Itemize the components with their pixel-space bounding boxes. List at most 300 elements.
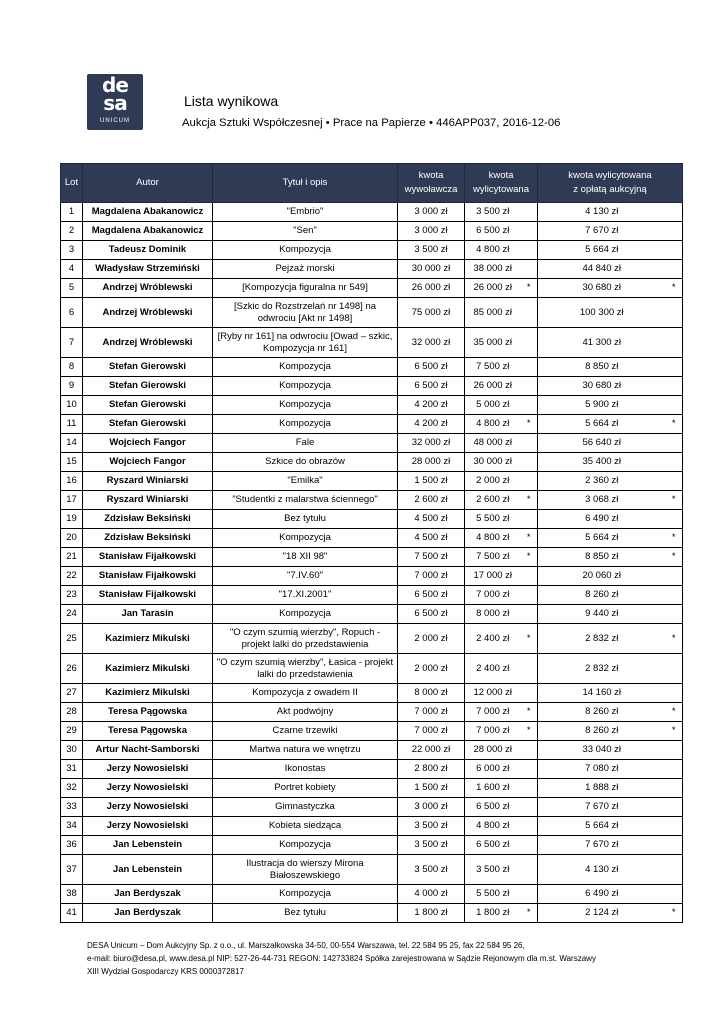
cell-sold-price: 8 000 zł	[465, 605, 521, 624]
cell-fee-price: 20 060 zł	[538, 567, 666, 586]
cell-title: Ilustracja do wierszy Mirona Białoszewskiego	[213, 855, 398, 885]
header-fee-price	[538, 164, 683, 203]
cell-fee-price: 5 900 zł	[538, 396, 666, 415]
cell-fee-marker	[666, 760, 683, 779]
table-row	[61, 904, 683, 923]
cell-author: Magdalena Abakanowicz	[83, 203, 213, 222]
cell-sold-price: 5 500 zł	[465, 885, 521, 904]
cell-title: Czarne trzewiki	[213, 722, 398, 741]
cell-sold-marker	[521, 741, 538, 760]
cell-author: Andrzej Wróblewski	[83, 298, 213, 328]
cell-author: Stefan Gierowski	[83, 396, 213, 415]
cell-sold-marker	[521, 453, 538, 472]
cell-sold-marker: *	[521, 279, 538, 298]
table-row	[61, 836, 683, 855]
page-title: Lista wynikowa	[184, 93, 279, 109]
cell-fee-price: 2 832 zł	[538, 624, 666, 654]
cell-sold-marker	[521, 260, 538, 279]
cell-fee-marker	[666, 567, 683, 586]
cell-sold-marker	[521, 605, 538, 624]
cell-fee-marker	[666, 586, 683, 605]
cell-lot: 26	[61, 654, 83, 684]
cell-fee-marker	[666, 298, 683, 328]
cell-fee-marker	[666, 855, 683, 885]
header-start-price	[398, 164, 465, 203]
cell-sold-price: 48 000 zł	[465, 434, 521, 453]
cell-start-price: 1 500 zł	[398, 472, 465, 491]
cell-fee-marker	[666, 377, 683, 396]
cell-sold-marker	[521, 328, 538, 358]
cell-sold-price: 7 500 zł	[465, 548, 521, 567]
cell-sold-marker	[521, 222, 538, 241]
cell-title: Szkice do obrazów	[213, 453, 398, 472]
results-table	[60, 163, 683, 923]
cell-author: Jan Tarasin	[83, 605, 213, 624]
cell-lot: 10	[61, 396, 83, 415]
table-row	[61, 453, 683, 472]
cell-sold-marker	[521, 779, 538, 798]
cell-lot: 28	[61, 703, 83, 722]
cell-sold-price: 12 000 zł	[465, 684, 521, 703]
cell-fee-marker: *	[666, 529, 683, 548]
cell-author: Wojciech Fangor	[83, 453, 213, 472]
cell-lot: 30	[61, 741, 83, 760]
cell-fee-price: 9 440 zł	[538, 605, 666, 624]
cell-fee-marker: *	[666, 703, 683, 722]
cell-author: Stefan Gierowski	[83, 415, 213, 434]
page-subtitle: Aukcja Sztuki Współczesnej • Prace na Papierze • 446APP037, 2016-12-06	[182, 117, 561, 129]
cell-title: Kompozycja	[213, 377, 398, 396]
cell-lot: 5	[61, 279, 83, 298]
cell-lot: 37	[61, 855, 83, 885]
header-start-l2: wywoławcza	[404, 184, 458, 195]
cell-author: Stanisław Fijałkowski	[83, 548, 213, 567]
cell-title: Kompozycja	[213, 358, 398, 377]
table-row	[61, 328, 683, 358]
cell-author: Ryszard Winiarski	[83, 472, 213, 491]
cell-lot: 2	[61, 222, 83, 241]
cell-sold-marker	[521, 817, 538, 836]
cell-sold-price: 2 400 zł	[465, 624, 521, 654]
table-row	[61, 684, 683, 703]
cell-sold-price: 26 000 zł	[465, 377, 521, 396]
cell-sold-price: 7 000 zł	[465, 722, 521, 741]
cell-fee-price: 33 040 zł	[538, 741, 666, 760]
cell-lot: 8	[61, 358, 83, 377]
cell-lot: 31	[61, 760, 83, 779]
cell-fee-price: 8 260 zł	[538, 586, 666, 605]
desa-logo	[87, 74, 143, 130]
cell-start-price: 4 200 zł	[398, 415, 465, 434]
table-row	[61, 434, 683, 453]
cell-author: Zdzisław Beksiński	[83, 510, 213, 529]
cell-lot: 27	[61, 684, 83, 703]
cell-fee-price: 2 360 zł	[538, 472, 666, 491]
cell-sold-price: 30 000 zł	[465, 453, 521, 472]
cell-title: Kompozycja	[213, 396, 398, 415]
cell-author: Jerzy Nowosielski	[83, 760, 213, 779]
cell-title: Bez tytułu	[213, 904, 398, 923]
cell-title: Kompozycja	[213, 415, 398, 434]
cell-start-price: 22 000 zł	[398, 741, 465, 760]
cell-sold-price: 3 500 zł	[465, 203, 521, 222]
cell-sold-price: 3 500 zł	[465, 855, 521, 885]
cell-sold-marker	[521, 358, 538, 377]
table-row	[61, 855, 683, 885]
cell-sold-marker	[521, 586, 538, 605]
cell-lot: 29	[61, 722, 83, 741]
cell-sold-marker	[521, 567, 538, 586]
cell-lot: 4	[61, 260, 83, 279]
cell-fee-marker	[666, 817, 683, 836]
table-row	[61, 472, 683, 491]
cell-fee-price: 3 068 zł	[538, 491, 666, 510]
cell-fee-price: 7 080 zł	[538, 760, 666, 779]
cell-start-price: 4 200 zł	[398, 396, 465, 415]
cell-fee-marker: *	[666, 491, 683, 510]
cell-fee-price: 6 490 zł	[538, 885, 666, 904]
cell-title: "O czym szumią wierzby", Ropuch - projekt lalki do przedstawienia	[213, 624, 398, 654]
table-row	[61, 222, 683, 241]
cell-lot: 1	[61, 203, 83, 222]
cell-sold-marker: *	[521, 415, 538, 434]
cell-sold-marker	[521, 654, 538, 684]
logo-line-1: de	[102, 73, 128, 97]
cell-start-price: 6 500 zł	[398, 605, 465, 624]
cell-start-price: 6 500 zł	[398, 586, 465, 605]
cell-sold-marker	[521, 855, 538, 885]
cell-title: Bez tytułu	[213, 510, 398, 529]
cell-sold-price: 6 500 zł	[465, 836, 521, 855]
cell-title: "Emilka"	[213, 472, 398, 491]
cell-lot: 33	[61, 798, 83, 817]
cell-sold-price: 5 000 zł	[465, 396, 521, 415]
table-row	[61, 415, 683, 434]
cell-fee-price: 5 664 zł	[538, 529, 666, 548]
cell-title: [Ryby nr 161] na odwrociu [Owad – szkic, Kompozycja nr 161]	[213, 328, 398, 358]
cell-fee-price: 5 664 zł	[538, 241, 666, 260]
cell-fee-marker	[666, 605, 683, 624]
cell-title: Ikonostas	[213, 760, 398, 779]
cell-fee-marker	[666, 654, 683, 684]
cell-title: Kompozycja z owadem II	[213, 684, 398, 703]
cell-fee-price: 8 850 zł	[538, 548, 666, 567]
cell-sold-marker	[521, 684, 538, 703]
cell-start-price: 3 500 zł	[398, 241, 465, 260]
cell-author: Jan Lebenstein	[83, 836, 213, 855]
cell-fee-marker	[666, 453, 683, 472]
cell-lot: 6	[61, 298, 83, 328]
cell-title: "17.XI.2001"	[213, 586, 398, 605]
cell-lot: 23	[61, 586, 83, 605]
cell-author: Magdalena Abakanowicz	[83, 222, 213, 241]
cell-lot: 16	[61, 472, 83, 491]
cell-title: "Embrio"	[213, 203, 398, 222]
cell-title: Kompozycja	[213, 836, 398, 855]
table-row	[61, 760, 683, 779]
cell-fee-price: 8 260 zł	[538, 703, 666, 722]
cell-sold-price: 7 000 zł	[465, 586, 521, 605]
cell-fee-marker	[666, 798, 683, 817]
cell-sold-marker	[521, 836, 538, 855]
cell-fee-price: 7 670 zł	[538, 836, 666, 855]
cell-author: Teresa Pągowska	[83, 703, 213, 722]
table-row	[61, 624, 683, 654]
cell-fee-marker	[666, 779, 683, 798]
cell-fee-price: 100 300 zł	[538, 298, 666, 328]
cell-lot: 24	[61, 605, 83, 624]
cell-fee-price: 2 832 zł	[538, 654, 666, 684]
cell-fee-price: 44 840 zł	[538, 260, 666, 279]
cell-start-price: 7 000 zł	[398, 703, 465, 722]
cell-sold-price: 1 600 zł	[465, 779, 521, 798]
cell-sold-marker: *	[521, 722, 538, 741]
cell-start-price: 30 000 zł	[398, 260, 465, 279]
cell-fee-marker	[666, 396, 683, 415]
cell-sold-marker	[521, 298, 538, 328]
table-row	[61, 817, 683, 836]
cell-lot: 32	[61, 779, 83, 798]
cell-fee-marker: *	[666, 548, 683, 567]
table-row	[61, 491, 683, 510]
cell-fee-marker: *	[666, 624, 683, 654]
cell-title: Martwa natura we wnętrzu	[213, 741, 398, 760]
header-sold-l2: wylicytowana	[473, 184, 529, 195]
cell-author: Andrzej Wróblewski	[83, 328, 213, 358]
table-row	[61, 548, 683, 567]
cell-sold-marker	[521, 760, 538, 779]
cell-fee-price: 4 130 zł	[538, 855, 666, 885]
cell-start-price: 4 500 zł	[398, 529, 465, 548]
cell-title: Kompozycja	[213, 885, 398, 904]
cell-fee-marker: *	[666, 722, 683, 741]
table-header-row	[61, 164, 683, 203]
header-start-l1: kwota	[418, 170, 444, 181]
table-row	[61, 358, 683, 377]
cell-fee-price: 41 300 zł	[538, 328, 666, 358]
cell-start-price: 3 000 zł	[398, 798, 465, 817]
cell-start-price: 6 500 zł	[398, 377, 465, 396]
cell-sold-marker: *	[521, 624, 538, 654]
cell-fee-price: 4 130 zł	[538, 203, 666, 222]
cell-sold-marker: *	[521, 491, 538, 510]
cell-fee-price: 8 260 zł	[538, 722, 666, 741]
cell-fee-price: 56 640 zł	[538, 434, 666, 453]
cell-sold-price: 5 500 zł	[465, 510, 521, 529]
cell-start-price: 6 500 zł	[398, 358, 465, 377]
table-row	[61, 722, 683, 741]
cell-author: Kazimierz Mikulski	[83, 654, 213, 684]
cell-fee-price: 6 490 zł	[538, 510, 666, 529]
logo-line-3: UNICUM	[100, 118, 130, 124]
cell-fee-price: 30 680 zł	[538, 377, 666, 396]
cell-sold-marker	[521, 434, 538, 453]
cell-lot: 7	[61, 328, 83, 358]
cell-author: Stefan Gierowski	[83, 358, 213, 377]
cell-fee-marker	[666, 203, 683, 222]
cell-title: Kompozycja	[213, 529, 398, 548]
cell-title: "O czym szumią wierzby", Łasica - projekt lalki do przedstawienia	[213, 654, 398, 684]
cell-fee-marker	[666, 222, 683, 241]
cell-start-price: 3 000 zł	[398, 222, 465, 241]
cell-fee-marker	[666, 510, 683, 529]
cell-start-price: 2 800 zł	[398, 760, 465, 779]
cell-title: Akt podwójny	[213, 703, 398, 722]
cell-fee-price: 2 124 zł	[538, 904, 666, 923]
cell-lot: 9	[61, 377, 83, 396]
cell-sold-price: 26 000 zł	[465, 279, 521, 298]
cell-sold-price: 2 400 zł	[465, 654, 521, 684]
cell-sold-price: 2 600 zł	[465, 491, 521, 510]
cell-lot: 25	[61, 624, 83, 654]
footer-line-2: e-mail: biuro@desa.pl, www.desa.pl NIP: 527-26-44-731 REGON: 142733824 Spółka zarejestrowana w Sądzie Rejonowym dla m.st. Warszawy	[87, 954, 596, 963]
cell-author: Kazimierz Mikulski	[83, 684, 213, 703]
table-row	[61, 567, 683, 586]
table-row	[61, 396, 683, 415]
cell-author: Zdzisław Beksiński	[83, 529, 213, 548]
footer	[87, 939, 596, 978]
header-sold-l1: kwota	[488, 170, 514, 181]
cell-sold-marker	[521, 472, 538, 491]
table-body	[61, 203, 683, 923]
table-row	[61, 586, 683, 605]
cell-title: [Kompozycja figuralna nr 549]	[213, 279, 398, 298]
header-lot: Lot	[61, 164, 83, 203]
cell-lot: 19	[61, 510, 83, 529]
cell-start-price: 3 500 zł	[398, 836, 465, 855]
cell-lot: 38	[61, 885, 83, 904]
cell-title: "18 XII 98"	[213, 548, 398, 567]
cell-sold-price: 4 800 zł	[465, 415, 521, 434]
cell-lot: 22	[61, 567, 83, 586]
cell-fee-marker: *	[666, 904, 683, 923]
cell-start-price: 3 000 zł	[398, 203, 465, 222]
cell-fee-marker	[666, 358, 683, 377]
cell-lot: 11	[61, 415, 83, 434]
table-row	[61, 298, 683, 328]
cell-fee-marker	[666, 241, 683, 260]
cell-sold-marker: *	[521, 548, 538, 567]
cell-author: Jan Berdyszak	[83, 904, 213, 923]
cell-author: Wojciech Fangor	[83, 434, 213, 453]
cell-title: Fale	[213, 434, 398, 453]
cell-start-price: 3 500 zł	[398, 855, 465, 885]
cell-sold-price: 2 000 zł	[465, 472, 521, 491]
header-fee-l1: kwota wylicytowana	[568, 170, 652, 181]
cell-sold-marker	[521, 396, 538, 415]
cell-fee-marker	[666, 741, 683, 760]
cell-fee-marker: *	[666, 279, 683, 298]
cell-sold-price: 38 000 zł	[465, 260, 521, 279]
cell-lot: 41	[61, 904, 83, 923]
cell-sold-price: 28 000 zł	[465, 741, 521, 760]
cell-fee-marker	[666, 885, 683, 904]
cell-fee-price: 7 670 zł	[538, 222, 666, 241]
cell-lot: 36	[61, 836, 83, 855]
cell-fee-price: 35 400 zł	[538, 453, 666, 472]
cell-sold-marker	[521, 510, 538, 529]
cell-lot: 17	[61, 491, 83, 510]
footer-line-3: XIII Wydział Gospodarczy KRS 0000372817	[87, 967, 244, 976]
cell-start-price: 2 000 zł	[398, 654, 465, 684]
cell-sold-price: 6 500 zł	[465, 222, 521, 241]
cell-fee-marker	[666, 836, 683, 855]
cell-lot: 14	[61, 434, 83, 453]
cell-fee-marker	[666, 472, 683, 491]
table-row	[61, 529, 683, 548]
cell-author: Tadeusz Dominik	[83, 241, 213, 260]
cell-sold-price: 4 800 zł	[465, 241, 521, 260]
header-author: Autor	[83, 164, 213, 203]
cell-start-price: 28 000 zł	[398, 453, 465, 472]
footer-line-1: DESA Unicum – Dom Aukcyjny Sp. z o.o., ul. Marszałkowska 34-50, 00-554 Warszawa, tel. 22 584 95 25, fax 22 584 95 26,	[87, 941, 525, 950]
cell-author: Ryszard Winiarski	[83, 491, 213, 510]
cell-author: Stanisław Fijałkowski	[83, 586, 213, 605]
cell-sold-price: 7 500 zł	[465, 358, 521, 377]
cell-author: Jan Berdyszak	[83, 885, 213, 904]
cell-title: Portret kobiety	[213, 779, 398, 798]
cell-author: Kazimierz Mikulski	[83, 624, 213, 654]
cell-sold-marker	[521, 885, 538, 904]
cell-author: Władysław Strzemiński	[83, 260, 213, 279]
cell-fee-marker	[666, 684, 683, 703]
table-row	[61, 779, 683, 798]
cell-lot: 3	[61, 241, 83, 260]
cell-start-price: 7 000 zł	[398, 567, 465, 586]
cell-start-price: 32 000 zł	[398, 434, 465, 453]
cell-author: Artur Nacht-Samborski	[83, 741, 213, 760]
cell-start-price: 32 000 zł	[398, 328, 465, 358]
cell-fee-marker: *	[666, 415, 683, 434]
cell-sold-marker	[521, 241, 538, 260]
cell-sold-price: 6 500 zł	[465, 798, 521, 817]
table-row	[61, 741, 683, 760]
cell-start-price: 7 000 zł	[398, 722, 465, 741]
cell-start-price: 2 000 zł	[398, 624, 465, 654]
cell-title: "Studentki z malarstwa ściennego"	[213, 491, 398, 510]
cell-fee-marker	[666, 328, 683, 358]
cell-title: Pejzaż morski	[213, 260, 398, 279]
cell-lot: 21	[61, 548, 83, 567]
cell-author: Stanisław Fijałkowski	[83, 567, 213, 586]
cell-author: Jerzy Nowosielski	[83, 779, 213, 798]
table-row	[61, 279, 683, 298]
cell-fee-price: 5 664 zł	[538, 415, 666, 434]
cell-start-price: 2 600 zł	[398, 491, 465, 510]
cell-fee-price: 7 670 zł	[538, 798, 666, 817]
cell-author: Jerzy Nowosielski	[83, 798, 213, 817]
cell-title: [Szkic do Rozstrzelań nr 1498] na odwrociu [Akt nr 1498]	[213, 298, 398, 328]
cell-sold-marker	[521, 377, 538, 396]
table-row	[61, 798, 683, 817]
table-row	[61, 510, 683, 529]
cell-start-price: 75 000 zł	[398, 298, 465, 328]
cell-fee-price: 30 680 zł	[538, 279, 666, 298]
cell-sold-marker	[521, 203, 538, 222]
table-row	[61, 260, 683, 279]
cell-title: Kompozycja	[213, 605, 398, 624]
cell-title: "7.IV.60"	[213, 567, 398, 586]
cell-author: Andrzej Wróblewski	[83, 279, 213, 298]
cell-author: Stefan Gierowski	[83, 377, 213, 396]
cell-sold-price: 35 000 zł	[465, 328, 521, 358]
header-title: Tytuł i opis	[213, 164, 398, 203]
cell-lot: 15	[61, 453, 83, 472]
cell-lot: 34	[61, 817, 83, 836]
cell-fee-marker	[666, 260, 683, 279]
cell-sold-price: 85 000 zł	[465, 298, 521, 328]
cell-start-price: 4 000 zł	[398, 885, 465, 904]
